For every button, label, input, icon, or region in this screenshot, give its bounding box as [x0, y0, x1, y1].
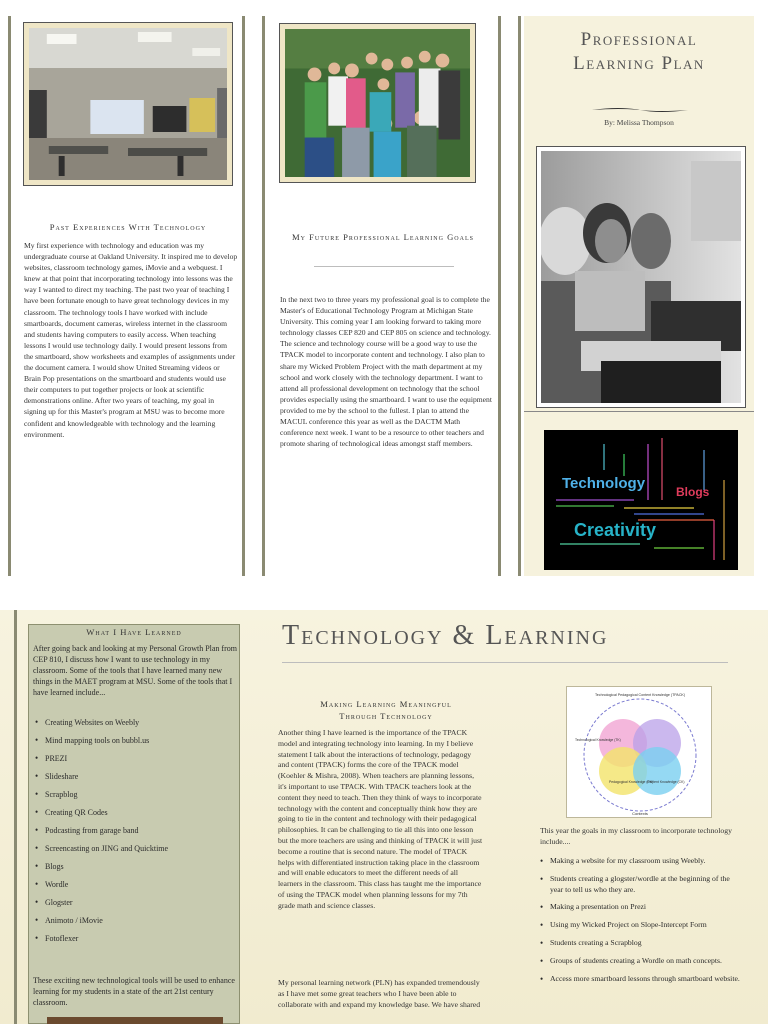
tpack-venn [567, 687, 713, 819]
list-item: • Slideshare [35, 771, 237, 782]
divider [524, 411, 754, 412]
panel-past-experiences [14, 16, 242, 576]
tpack-ck-label: Content Knowledge (CK) [647, 780, 685, 784]
classroom-photo-image [29, 28, 227, 180]
section-heading-line-2: Through Technology [339, 711, 433, 721]
column-rule [262, 16, 265, 576]
list-item: • Using my Wicked Project on Slope-Intercept Form [540, 920, 744, 931]
title-underline [282, 662, 728, 663]
page-title: Technology & Learning [282, 620, 609, 651]
group-photo [279, 23, 476, 183]
section-heading-line-1: Making Learning Meaningful [320, 699, 452, 709]
goals-intro: This year the goals in my classroom to incorporate technology include.... [540, 826, 732, 846]
wordle-word-creativity: Creativity [574, 520, 657, 540]
tools-list [35, 717, 237, 951]
tpack-diagram [566, 686, 712, 818]
list-item: • Groups of students creating a Wordle on math concepts. [540, 956, 744, 967]
list-item: • Creating QR Codes [35, 807, 237, 818]
list-item: • Students creating a glogster/wordle at the beginning of the year to tell us who they are. [540, 874, 744, 896]
what-learned-box [28, 624, 240, 1024]
page-technology-learning [0, 610, 768, 1024]
list-item: • Podcasting from garage band [35, 825, 237, 836]
list-item: • Making a presentation on Prezi [540, 902, 744, 913]
list-item: • Access more smartboard lessons through smartboard website. [540, 974, 744, 985]
byline: By: Melissa Thompson [604, 118, 674, 127]
list-item: • Blogs [35, 861, 237, 872]
wordle-word-technology: Technology [562, 475, 646, 492]
list-item: • Animoto / iMovie [35, 915, 237, 926]
panel-cover [524, 16, 754, 576]
list-item: • Creating Websites on Weebly [35, 717, 237, 728]
list-item: • Mind mapping tools on bubbl.us [35, 735, 237, 746]
wordle-graphic [544, 430, 738, 570]
panel-future-goals [268, 16, 498, 576]
tpack-contexts-label: Contexts [632, 811, 648, 816]
section-body: In the next two to three years my professional goal is to complete the Master's of Educational Technology Program at Michigan State University. This coming year I am looking forward to taking more technology classes CEP 820 and CEP 805 on science and technology. The science and technology course will be a good way to use the TPACK model to incorporate content and technology. I also plan to share my Wicked Problem Project with the math department at my school and work closely with the technology department. I want to attend all professional development on technology that the school provides especially using the smartboard. I want to use the equipment provided to me by the school to the fullest. I plan to attend the MACUL conference this year as well as the DACTM Math conference next week. I want to be a resource to other teachers and promote sharing of technological ideas amongst staff members. [280, 295, 492, 449]
cover-title-line-1: Professional [580, 29, 698, 50]
cover-title-line-2: Learning Plan [573, 53, 705, 74]
section-heading: My Future Professional Learning Goals [292, 232, 474, 242]
flourish-ornament [590, 106, 690, 114]
list-item: • Wordle [35, 879, 237, 890]
section-body: My first experience with technology and education was my undergraduate course at Oakland University. It inspired me to develop websites, classroom technology games, iMovie and a webquest. I knew at that point that incorporating technology into lessons was the way I wanted to direct my teaching. The past two year of teaching I have been fortunate enough to have great technology devices in my classroom. The technology tools I have worked with include smartboards, document cameras, wireless internet in the classroom and students having computers to easily access. When teaching lessons I would use technology daily. I would present lessons from the smartboard, show worksheets and examples of assignments under the document camera. I would show United Streaming videos or Brain Pop presentations on the smartboard and students would use their computers to put together projects or look at scientific demonstrations online. After two years of teaching, my goal in signing up for this Master's program at MSU was to become more confident and knowledgeable with technology and the learning environment. [24, 241, 238, 439]
students-photo [536, 146, 746, 408]
students-photo-image [541, 151, 741, 403]
section-body: Another thing I have learned is the importance of the TPACK model and integrating technology into learning. In my I believe statement I talk about the interactions of technology, pedagogy and content (TPACK) forms the core of the TPACK model (Koehler & Mishra, 2008). When teachers are planning lessons, it's important to use TPACK. With TPACK teachers look at the content they need to teach. Then they think of ways to incorporate technology with the content and conceptually think how they are going to tie in the content and technology with their pedagogical philosophies. It can be challenging to tie all this into one lesson but the more teachers are using and thinking of TPACK it will just become a routine that is second nature. The model of TPACK helps with differentiated instruction taking place in the classroom and will enable educators to meet the different needs of all learners in the classroom. This class has taught me the importance of using the TPACK model when planning lessons for my 7th grade math and science classes. [278, 728, 483, 910]
list-item: • Screencasting on JING and Quicktime [35, 843, 237, 854]
list-item: • Glogster [35, 897, 237, 908]
section-body-continued: My personal learning network (PLN) has expanded tremendously as I have met some great teachers who I have been able to collaborate with and expand my knowledge base. We have shared [278, 978, 481, 1009]
cover-title [524, 28, 754, 76]
column-rule [498, 16, 501, 576]
classroom-photo [23, 22, 233, 186]
tpack-title: Technological Pedagogical Content Knowledge (TPACK) [594, 693, 686, 697]
tpack-tk-label: Technological Knowledge (TK) [575, 738, 621, 742]
wordle-image [544, 430, 738, 570]
column-rule [242, 16, 245, 576]
box-intro: After going back and looking at my Personal Growth Plan from CEP 810, I discuss how I want to use technology in my classroom. Some of the tools that I have learned many new things in the MAET program at MSU. Some of the tools that I have learned include... [33, 644, 237, 697]
box-outro: These exciting new technological tools will be used to enhance learning for my students in a state of the art 21st century classroom. [33, 976, 235, 1007]
goals-list [540, 856, 744, 991]
list-item: • Fotoflexer [35, 933, 237, 944]
column-rule [518, 16, 521, 576]
list-item: • Scrapblog [35, 789, 237, 800]
column-rule [14, 610, 17, 1024]
wordle-word-blogs: Blogs [676, 485, 710, 499]
list-item: • PREZI [35, 753, 237, 764]
box-heading: What I Have Learned [86, 627, 182, 637]
section-heading: Past Experiences With Technology [49, 222, 207, 232]
group-photo-image [285, 29, 470, 177]
column-rule [8, 16, 11, 576]
section-heading [282, 698, 490, 722]
divider [314, 266, 454, 267]
photo-edge [47, 1017, 223, 1024]
list-item: • Students creating a Scrapblog [540, 938, 744, 949]
tpack-pk-label: Pedagogical Knowledge (PK) [609, 780, 654, 784]
list-item: • Making a website for my classroom using Weebly. [540, 856, 744, 867]
